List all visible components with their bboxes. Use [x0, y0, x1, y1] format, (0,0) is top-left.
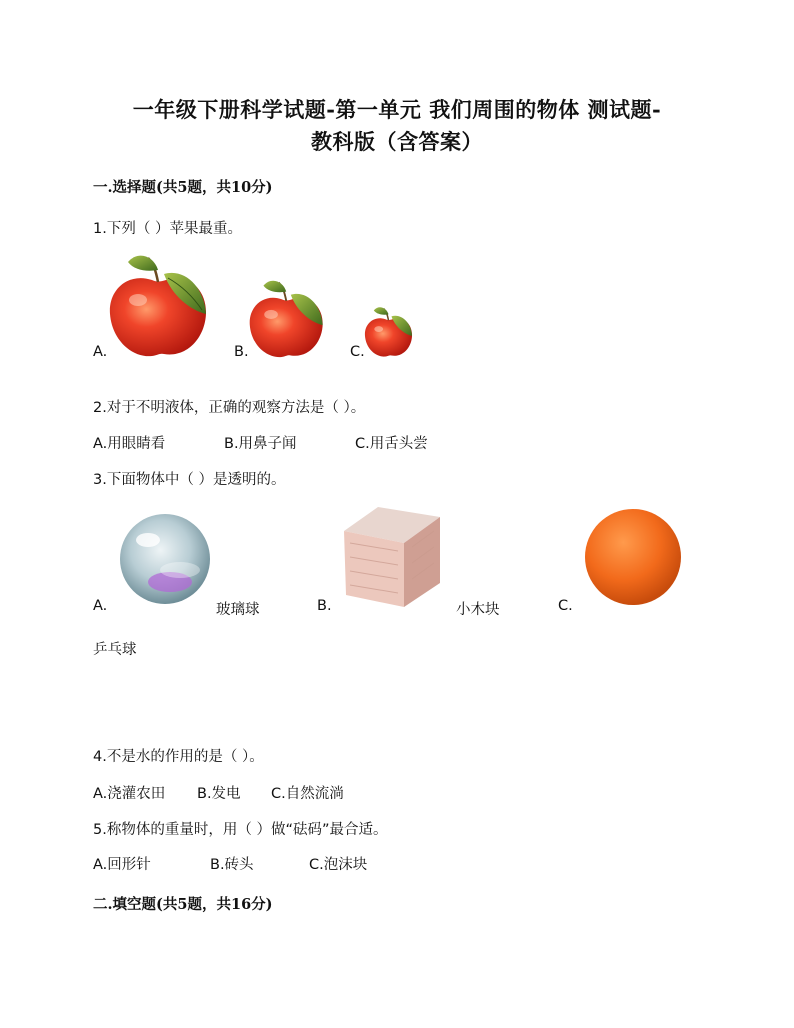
option-3b-caption: 小木块 — [456, 602, 500, 618]
option-1c-label: C. — [350, 344, 365, 360]
option-2b: B.用鼻子闻 — [224, 436, 297, 452]
option-3a-caption: 玻璃球 — [216, 602, 260, 618]
page-title-line2: 教科版（含答案） — [311, 129, 483, 154]
option-2a: A.用眼睛看 — [93, 436, 166, 452]
glass-ball-image — [118, 512, 212, 606]
small-apple-image — [364, 305, 414, 359]
section-heading-fill-blank: 二.填空题(共5题，共16分) — [93, 896, 273, 913]
question-3-text: 3.下面物体中（ ）是透明的。 — [93, 472, 286, 488]
large-apple-image — [108, 252, 210, 360]
option-4a: A.浇灌农田 — [93, 786, 166, 802]
option-4b: B.发电 — [197, 786, 241, 802]
option-1a-label: A. — [93, 344, 108, 360]
option-5c: C.泡沫块 — [309, 857, 368, 873]
option-2c: C.用舌头尝 — [355, 436, 428, 452]
option-3a-label: A. — [93, 598, 108, 614]
question-2-text: 2.对于不明液体，正确的观察方法是（ ）。 — [93, 400, 366, 416]
section-heading-choice: 一.选择题(共5题，共10分) — [93, 179, 273, 196]
option-1b-label: B. — [234, 344, 249, 360]
option-4c: C.自然流淌 — [271, 786, 344, 802]
question-4-text: 4.不是水的作用的是（ ）。 — [93, 749, 264, 765]
option-3c-label: C. — [558, 598, 573, 614]
option-3b-label: B. — [317, 598, 332, 614]
option-5b: B.砖头 — [210, 857, 254, 873]
page-title-line1: 一年级下册科学试题-第一单元 我们周围的物体 测试题- — [132, 97, 662, 122]
question-5-text: 5.称物体的重量时，用（ ）做“砝码”最合适。 — [93, 822, 388, 838]
option-5a: A.回形针 — [93, 857, 151, 873]
question-1-text: 1.下列（ ）苹果最重。 — [93, 221, 242, 237]
pingpong-ball-image — [584, 508, 682, 606]
wood-block-image — [338, 503, 444, 609]
medium-apple-image — [248, 278, 326, 360]
option-3c-caption: 乒乓球 — [93, 642, 137, 658]
